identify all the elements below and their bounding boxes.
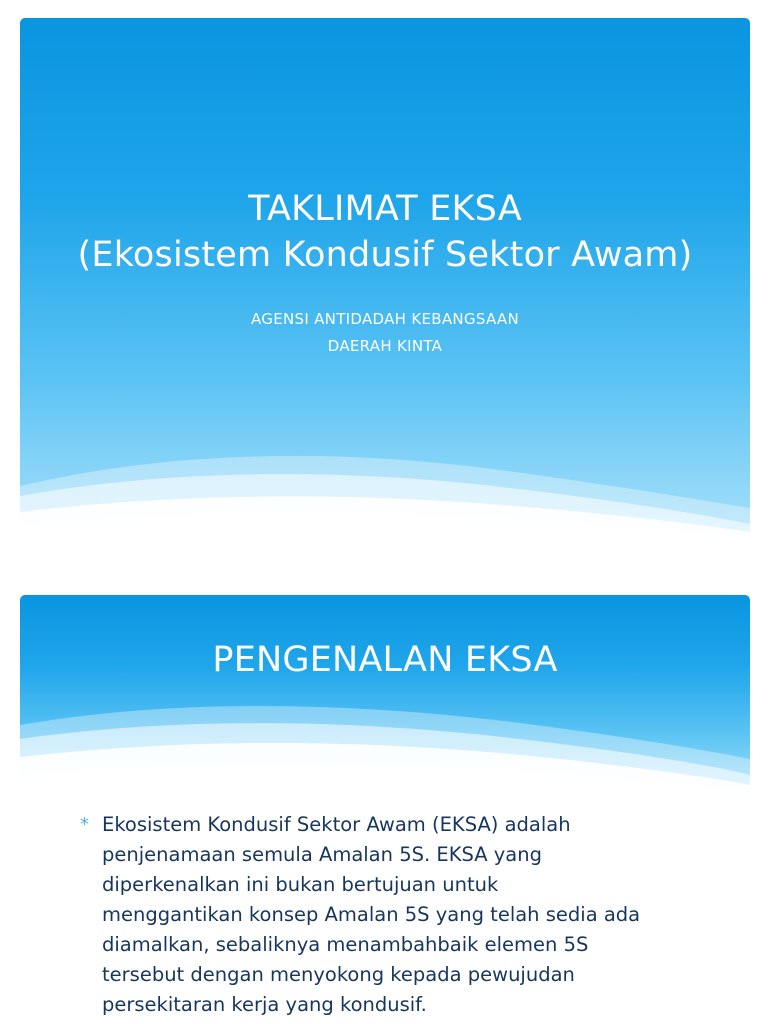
bullet-line: diperkenalkan ini bukan bertujuan untuk — [102, 873, 499, 896]
wave-decoration — [20, 695, 750, 795]
district-name: DAERAH KINTA — [327, 337, 443, 355]
slide-subtitle — [20, 306, 750, 360]
slide-title-line-2: (Ekosistem Kondusif Sektor Awam) — [77, 235, 693, 275]
bullet-text — [102, 810, 730, 1020]
bullet-line: diamalkan, sebaliknya menambahbaik elemen 5S — [102, 933, 589, 956]
bullet-line: menggantikan konsep Amalan 5S yang telah sedia ada — [102, 903, 641, 926]
wave-decoration — [20, 438, 750, 538]
content-slide-header — [20, 595, 750, 795]
bullet-item — [80, 810, 730, 1020]
agency-name: AGENSI ANTIDADAH KEBANGSAAN — [250, 310, 519, 328]
bullet-line: Ekosistem Kondusif Sektor Awam (EKSA) adalah — [102, 813, 571, 836]
slide-title — [20, 186, 750, 278]
slide-title-line-1: TAKLIMAT EKSA — [248, 189, 522, 229]
title-slide — [20, 18, 750, 538]
asterisk-bullet-icon: * — [80, 814, 89, 835]
bullet-line: tersebut dengan menyokong kepada pewujudan — [102, 963, 575, 986]
section-title: PENGENALAN EKSA — [212, 640, 558, 680]
bullet-line: persekitaran kerja yang kondusif. — [102, 993, 427, 1016]
bullet-line: penjenamaan semula Amalan 5S. EKSA yang — [102, 843, 542, 866]
